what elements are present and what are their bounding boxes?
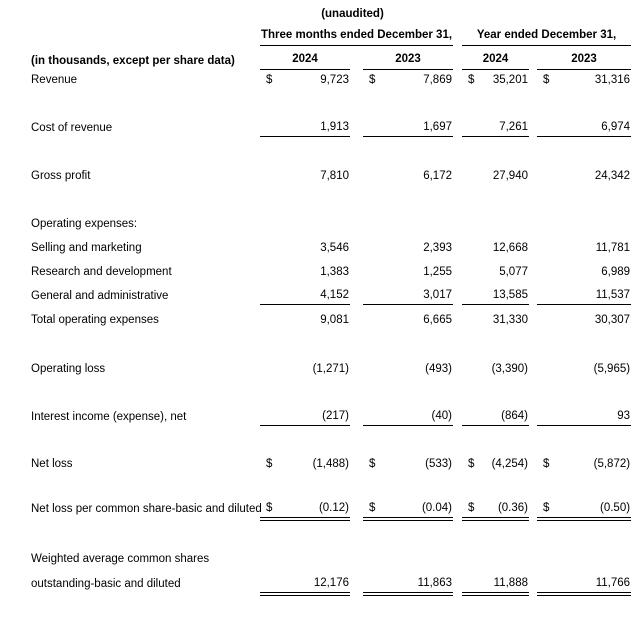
value-cell: 1,255 [423, 266, 452, 278]
column-gap-cell [350, 257, 363, 281]
value-cell: 1,913 [274, 113, 350, 137]
value-cell: 11,888 [476, 568, 529, 593]
column-gap-cell [453, 161, 462, 185]
column-gap-cell [453, 257, 462, 281]
column-gap-cell [350, 281, 363, 305]
spacer-row [31, 137, 631, 161]
column-gap-cell [529, 305, 537, 329]
currency-cell [363, 113, 377, 137]
column-gap-cell [529, 46, 537, 70]
value-cell: 7,869 [423, 74, 452, 86]
currency-cell: $ [468, 458, 475, 470]
currency-cell [537, 233, 551, 257]
column-gap-cell [453, 305, 462, 329]
column-gap-cell [453, 494, 462, 518]
value-cell: 6,665 [423, 314, 452, 326]
table-row [31, 544, 631, 568]
column-gap-cell [529, 70, 537, 89]
currency-cell: $ [462, 494, 476, 518]
value-cell: 2,393 [423, 242, 452, 254]
currency-cell: $ [537, 494, 551, 518]
currency-cell [537, 568, 551, 593]
value-cell: 3,017 [377, 281, 453, 305]
currency-cell: $ [266, 458, 273, 470]
spacer-cell [31, 518, 631, 544]
value-cell: 1,383 [320, 266, 349, 278]
value-cell: 4,152 [274, 281, 350, 305]
period-header: 2024 [462, 46, 529, 70]
column-gap-cell [350, 568, 363, 593]
units-note: (in thousands, except per share data) [31, 55, 235, 67]
column-gap-cell [350, 70, 363, 89]
value-cell: 30,307 [594, 314, 631, 326]
row-label: Operating expenses: [31, 218, 138, 230]
row-label: Net loss per common share-basic and diluted [31, 503, 262, 515]
row-label: outstanding-basic and diluted [31, 578, 181, 590]
column-gap-cell [453, 233, 462, 257]
table-row [31, 568, 631, 593]
value-cell: 7,261 [476, 113, 529, 137]
value-cell: (1,488) [312, 458, 349, 470]
value-cell: (4,254) [491, 458, 528, 470]
spacer-cell [31, 473, 631, 494]
currency-cell [537, 257, 551, 281]
row-label: Selling and marketing [31, 242, 142, 254]
currency-cell [462, 402, 476, 426]
currency-cell [260, 354, 274, 378]
period-header-row [31, 46, 631, 70]
currency-cell [363, 161, 377, 185]
spacer-cell [31, 378, 631, 402]
column-gap-cell [529, 281, 537, 305]
value-cell: 12,668 [492, 242, 528, 254]
value-cell: 11,781 [595, 242, 631, 254]
table-row [31, 233, 631, 257]
period-header: 2024 [260, 46, 350, 70]
table-row [31, 70, 631, 89]
value-cell: 12,176 [274, 568, 350, 593]
unaudited-label: (unaudited) [321, 8, 384, 20]
spacer-row [31, 518, 631, 544]
row-label: Operating loss [31, 363, 106, 375]
currency-cell [363, 281, 377, 305]
column-gap-cell [529, 233, 537, 257]
row-label: Weighted average common shares [31, 553, 210, 565]
spacer-row [31, 378, 631, 402]
currency-cell [363, 233, 377, 257]
currency-cell [260, 281, 274, 305]
table-row [31, 449, 631, 473]
column-gap-cell [453, 354, 462, 378]
value-cell: (40) [377, 402, 453, 426]
currency-cell [537, 113, 551, 137]
currency-cell [260, 305, 274, 329]
value-cell: (0.04) [377, 494, 453, 518]
column-gap-cell [350, 113, 363, 137]
value-cell: (0.36) [476, 494, 529, 518]
group-gap-cell [453, 26, 462, 46]
column-gap-cell [350, 449, 363, 473]
currency-cell [260, 113, 274, 137]
spacer-cell [31, 426, 631, 449]
currency-cell [462, 257, 476, 281]
group-header-three-months: Three months ended December 31, [260, 26, 453, 46]
currency-cell [537, 354, 551, 378]
value-cell: 31,330 [492, 314, 528, 326]
table-row [31, 494, 631, 518]
currency-cell: $ [369, 458, 376, 470]
spacer-cell [31, 89, 631, 113]
column-gap-cell [350, 46, 363, 70]
column-gap-cell [350, 494, 363, 518]
currency-cell [462, 233, 476, 257]
currency-cell: $ [266, 74, 273, 86]
currency-cell [260, 161, 274, 185]
value-cell: 93 [551, 402, 631, 426]
column-gap-cell [350, 161, 363, 185]
currency-cell [260, 233, 274, 257]
currency-cell [363, 305, 377, 329]
spacer-cell [31, 137, 631, 161]
value-cell: (533) [425, 458, 452, 470]
value-cell: 11,537 [551, 281, 631, 305]
value-cell: (493) [425, 363, 452, 375]
spacer-cell [31, 185, 631, 207]
value-cell: (5,965) [593, 363, 631, 375]
value-cell: 6,172 [423, 170, 452, 182]
currency-cell [537, 402, 551, 426]
column-gap-cell [453, 402, 462, 426]
value-cell: (864) [476, 402, 529, 426]
value-cell: (1,271) [312, 363, 349, 375]
column-gap-cell [453, 568, 462, 593]
value-cell: 9,081 [320, 314, 349, 326]
currency-cell [537, 281, 551, 305]
row-label: Cost of revenue [31, 122, 113, 134]
row-label: Interest income (expense), net [31, 411, 187, 423]
currency-cell [260, 568, 274, 593]
column-gap-cell [453, 449, 462, 473]
value-cell: 6,989 [601, 266, 631, 278]
value-cell: (3,390) [491, 363, 528, 375]
value-cell: 3,546 [320, 242, 349, 254]
column-gap-cell [529, 402, 537, 426]
column-gap-cell [529, 449, 537, 473]
currency-cell: $ [260, 494, 274, 518]
period-header: 2023 [537, 46, 631, 70]
value-cell: 9,723 [320, 74, 349, 86]
column-gap-cell [350, 233, 363, 257]
currency-cell [462, 354, 476, 378]
value-cell: (0.50) [551, 494, 631, 518]
currency-cell [462, 568, 476, 593]
row-label: General and administrative [31, 290, 169, 302]
column-gap-cell [350, 305, 363, 329]
value-cell: 13,585 [476, 281, 529, 305]
section-header-row [31, 207, 631, 233]
currency-cell [363, 568, 377, 593]
row-label: Research and development [31, 266, 172, 278]
value-cell: 5,077 [499, 266, 528, 278]
table-row [31, 354, 631, 378]
spacer-row [31, 473, 631, 494]
spacer-row [31, 185, 631, 207]
corner-cell [31, 26, 260, 46]
column-gap-cell [453, 113, 462, 137]
group-header-year: Year ended December 31, [462, 26, 631, 46]
currency-cell [363, 402, 377, 426]
table-row [31, 281, 631, 305]
currency-cell [363, 354, 377, 378]
table-row [31, 113, 631, 137]
value-cell: 1,697 [377, 113, 453, 137]
value-cell: 11,863 [377, 568, 453, 593]
row-label: Net loss [31, 458, 73, 470]
column-gap-cell [529, 568, 537, 593]
value-cell: (0.12) [274, 494, 350, 518]
currency-cell [462, 161, 476, 185]
currency-cell [462, 305, 476, 329]
currency-cell [462, 113, 476, 137]
value-cell: (217) [274, 402, 350, 426]
value-cell: 6,974 [551, 113, 631, 137]
column-gap-cell [350, 354, 363, 378]
spacer-row [31, 426, 631, 449]
table-row [31, 402, 631, 426]
column-gap-cell [529, 494, 537, 518]
column-gap-cell [350, 402, 363, 426]
currency-cell: $ [363, 494, 377, 518]
currency-cell [537, 305, 551, 329]
table-row [31, 257, 631, 281]
currency-cell [537, 161, 551, 185]
column-gap-cell [529, 354, 537, 378]
column-gap-cell [453, 70, 462, 89]
period-header: 2023 [363, 46, 453, 70]
currency-cell [363, 257, 377, 281]
table-row [31, 161, 631, 185]
value-cell: 24,342 [594, 170, 631, 182]
currency-cell [260, 257, 274, 281]
row-label: Total operating expenses [31, 314, 159, 326]
column-gap-cell [529, 161, 537, 185]
statement-body [31, 26, 631, 593]
column-gap-cell [453, 281, 462, 305]
row-label: Gross profit [31, 170, 91, 182]
currency-cell [462, 281, 476, 305]
currency-cell: $ [543, 74, 550, 86]
spacer-cell [31, 329, 631, 354]
column-gap-cell [453, 46, 462, 70]
row-label: Revenue [31, 74, 78, 86]
value-cell: 7,810 [320, 170, 349, 182]
value-cell: (5,872) [593, 458, 631, 470]
column-gap-cell [529, 113, 537, 137]
value-cell: 11,766 [551, 568, 631, 593]
currency-cell: $ [543, 458, 550, 470]
group-header-row [31, 26, 631, 46]
value-cell: 27,940 [492, 170, 528, 182]
column-gap-cell [529, 257, 537, 281]
table-row [31, 305, 631, 329]
currency-cell [260, 402, 274, 426]
spacer-row [31, 329, 631, 354]
value-cell: 35,201 [492, 74, 528, 86]
spacer-row [31, 89, 631, 113]
value-cell: 31,316 [594, 74, 631, 86]
currency-cell: $ [468, 74, 475, 86]
currency-cell: $ [369, 74, 376, 86]
income-statement-table [31, 26, 631, 593]
